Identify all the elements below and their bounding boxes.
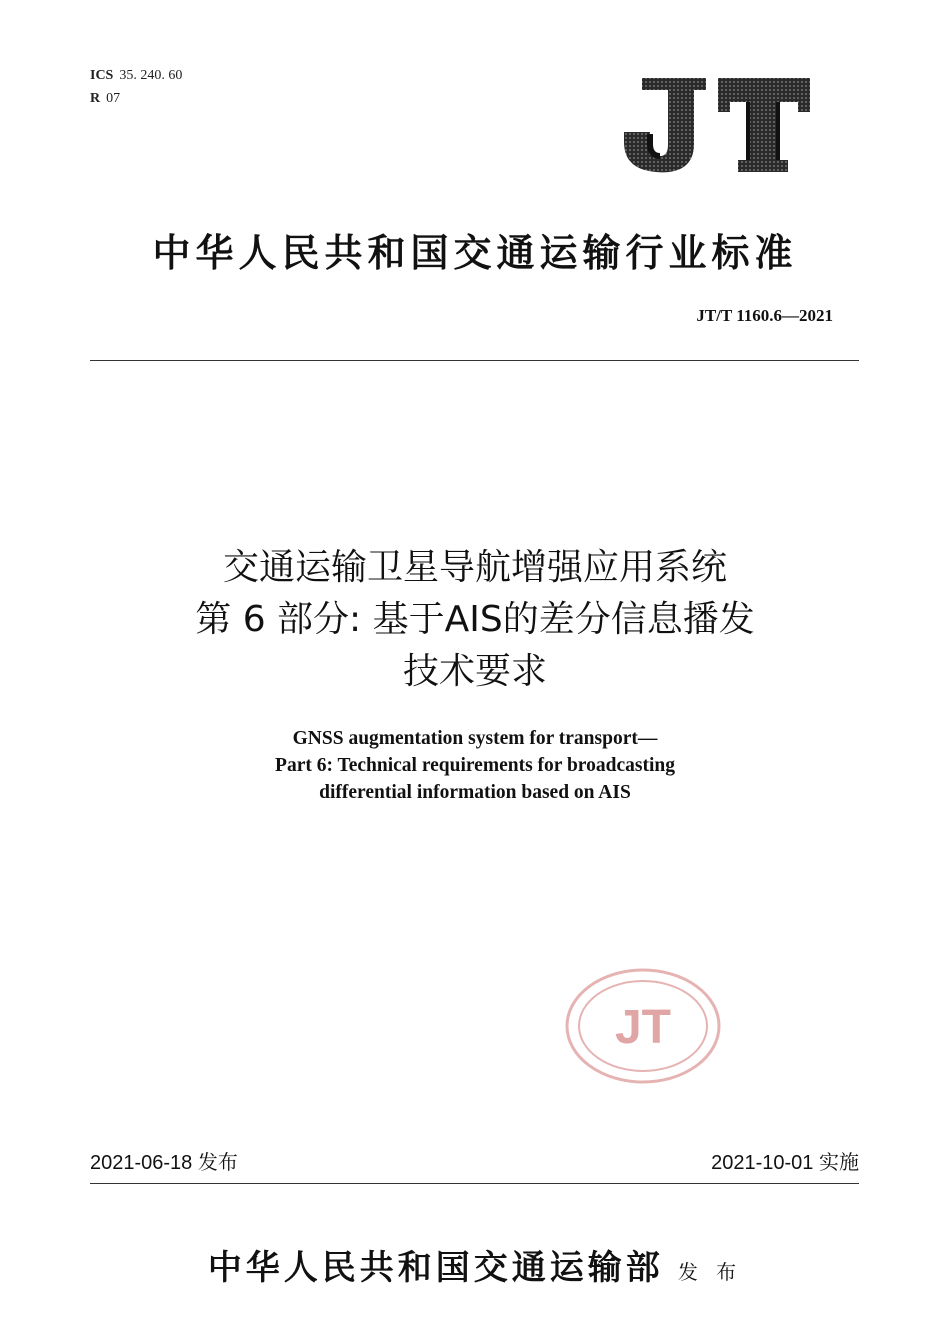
title-cn-line1: 交通运输卫星导航增强应用系统	[222, 547, 727, 588]
title-en-line2: Part 6: Technical requirements for broadcasting	[275, 755, 675, 776]
header-divider	[90, 360, 859, 361]
ccs-value: 07	[106, 91, 121, 106]
ccs-label: R	[90, 91, 101, 106]
standard-number: JT/T 1160.6—2021	[696, 306, 833, 325]
jt-stamp	[563, 966, 723, 1086]
classification-codes	[90, 64, 182, 110]
stamp-text: JT	[614, 1001, 672, 1054]
ics-label: ICS	[90, 68, 114, 83]
issue-date: 2021-06-18 发布	[90, 1152, 238, 1174]
jt-logo	[620, 72, 815, 177]
footer-divider	[90, 1183, 859, 1184]
ics-value: 35. 240. 60	[119, 68, 183, 83]
implement-date: 2021-10-01 实施	[711, 1152, 859, 1174]
title-en-line1: GNSS augmentation system for transport—	[292, 728, 658, 749]
ccs-line	[90, 87, 182, 110]
issuer-name: 中华人民共和国交通运输部	[207, 1248, 664, 1288]
ics-line	[90, 64, 182, 87]
organization-title: 中华人民共和国交通运输行业标准	[152, 230, 798, 275]
title-cn-line3: 技术要求	[402, 651, 547, 692]
issuer	[0, 1240, 950, 1289]
title-en-line3: differential information based on AIS	[319, 782, 631, 803]
issuer-action: 发 布	[677, 1260, 743, 1284]
title-cn-line2: 第 6 部分: 基于AIS的差分信息播发	[195, 599, 755, 640]
